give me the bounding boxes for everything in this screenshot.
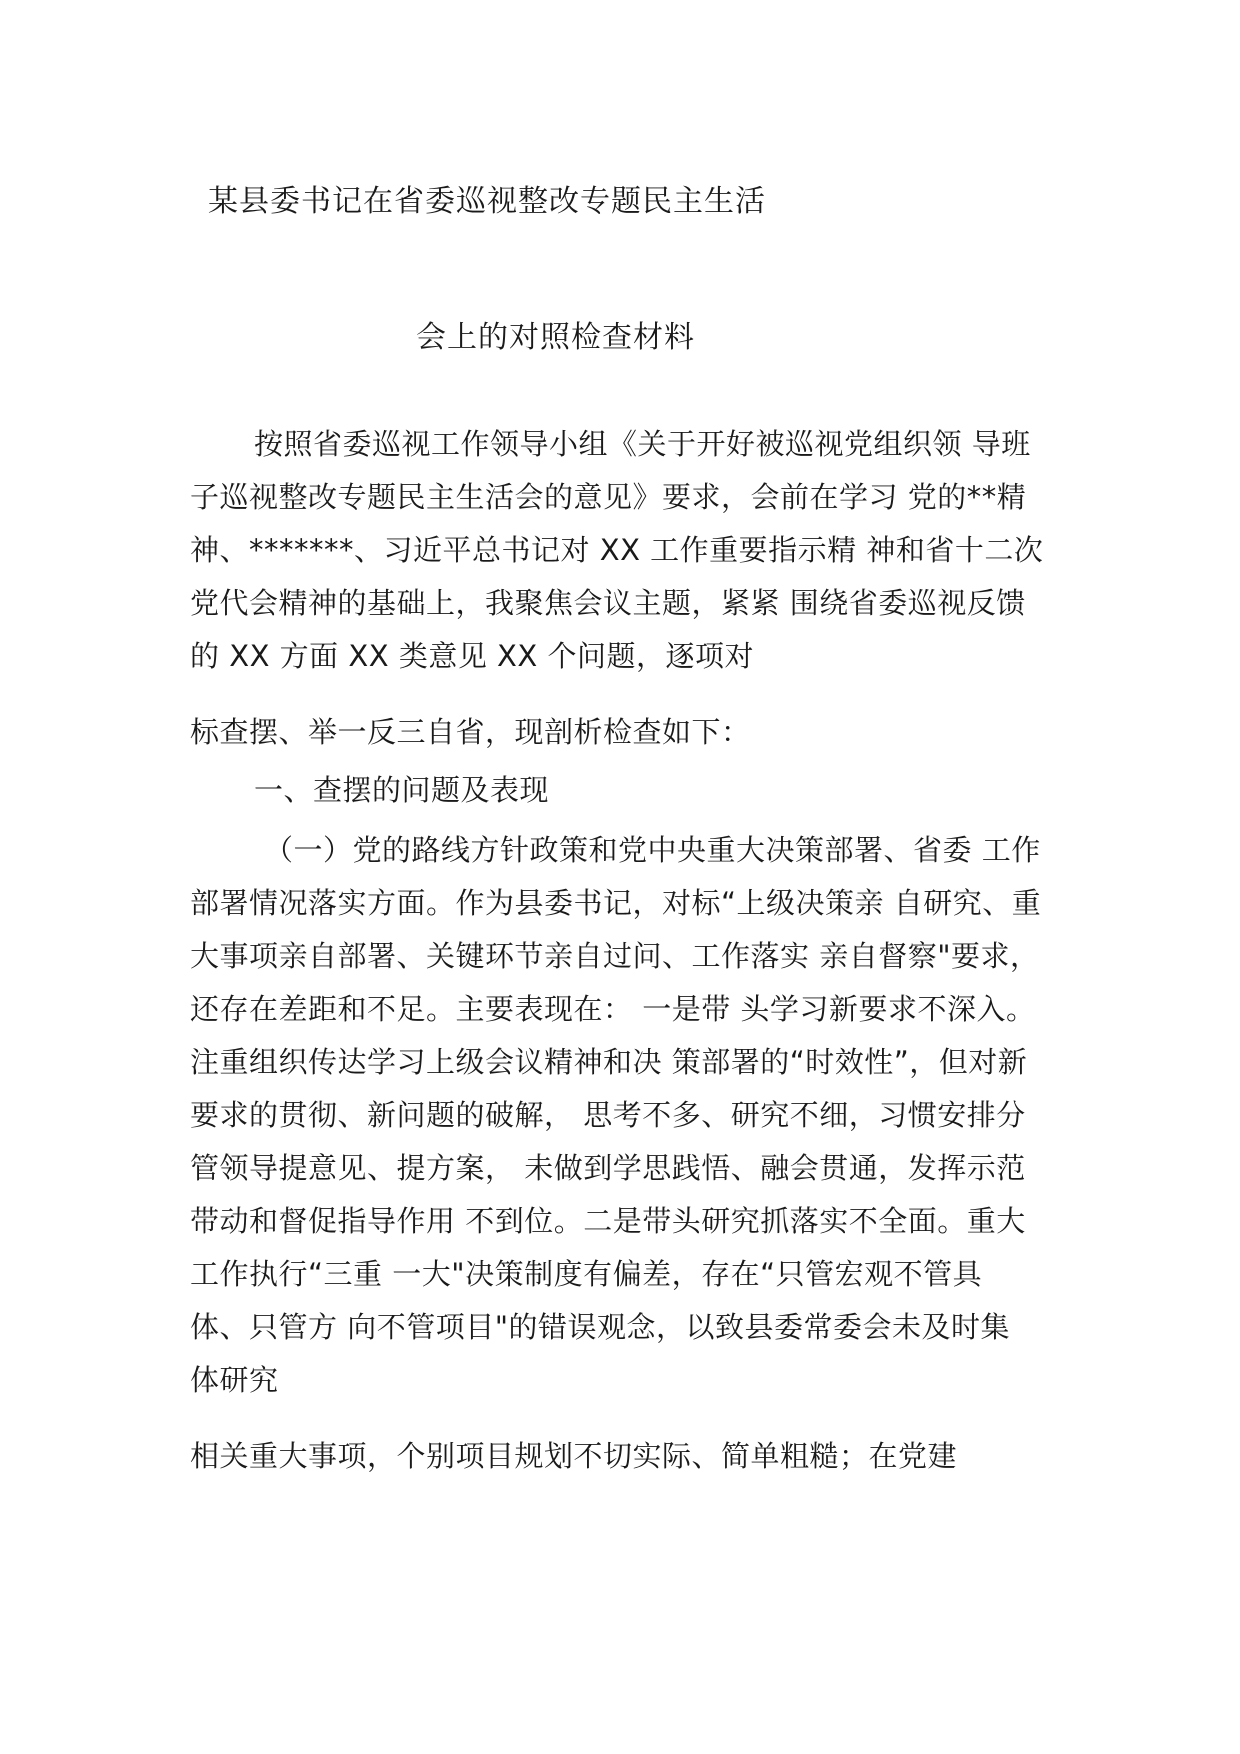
paragraph-line: 工作执行“三重 一大"决策制度有偏差，存在“只管宏观不管具: [190, 1257, 983, 1291]
paragraph-line: 大事项亲自部署、关键环节亲自过问、工作落实 亲自督察"要求，: [190, 939, 1040, 973]
paragraph-line: 标查摆、举一反三自省，现剖析检查如下：: [190, 715, 751, 749]
document-title-line-2: 会上的对照检查材料: [416, 320, 695, 355]
paragraph-line: 体研究: [190, 1363, 279, 1397]
document-title-line-1: 某县委书记在省委巡视整改专题民主生活: [208, 184, 766, 219]
paragraph-line: 按照省委巡视工作领导小组《关于开好被巡视党组织领 导班: [254, 427, 1031, 461]
section-heading: 一、查摆的问题及表现: [254, 773, 550, 807]
paragraph-line: 部署情况落实方面。作为县委书记，对标“上级决策亲 自研究、重: [190, 886, 1042, 920]
paragraph-line: （一）党的路线方针政策和党中央重大决策部署、省委 工作: [264, 833, 1041, 867]
paragraph-line: 要求的贯彻、新问题的破解， 思考不多、研究不细，习惯安排分: [190, 1098, 1026, 1132]
paragraph-line: 党代会精神的基础上，我聚焦会议主题，紧紧 围绕省委巡视反馈: [190, 586, 1026, 620]
paragraph-line: 神、*******、习近平总书记对 XX 工作重要指示精 神和省十二次: [190, 533, 1044, 567]
paragraph-line: 子巡视整改专题民主生活会的意见》要求，会前在学习 党的**精: [190, 480, 1027, 514]
paragraph-line: 带动和督促指导作用 不到位。二是带头研究抓落实不全面。重大: [190, 1204, 1026, 1238]
paragraph-line: 注重组织传达学习上级会议精神和决 策部署的“时效性”，但对新: [190, 1045, 1028, 1079]
paragraph-line: 相关重大事项，个别项目规划不切实际、简单粗糙；在党建: [190, 1439, 958, 1473]
paragraph-line: 还存在差距和不足。主要表现在： 一是带 头学习新要求不深入。: [190, 992, 1036, 1026]
paragraph-line: 的 XX 方面 XX 类意见 XX 个问题，逐项对: [190, 639, 755, 673]
paragraph-line: 管领导提意见、提方案， 未做到学思践悟、融会贯通，发挥示范: [190, 1151, 1026, 1185]
paragraph-line: 体、只管方 向不管项目"的错误观念，以致县委常委会未及时集: [190, 1310, 1011, 1344]
